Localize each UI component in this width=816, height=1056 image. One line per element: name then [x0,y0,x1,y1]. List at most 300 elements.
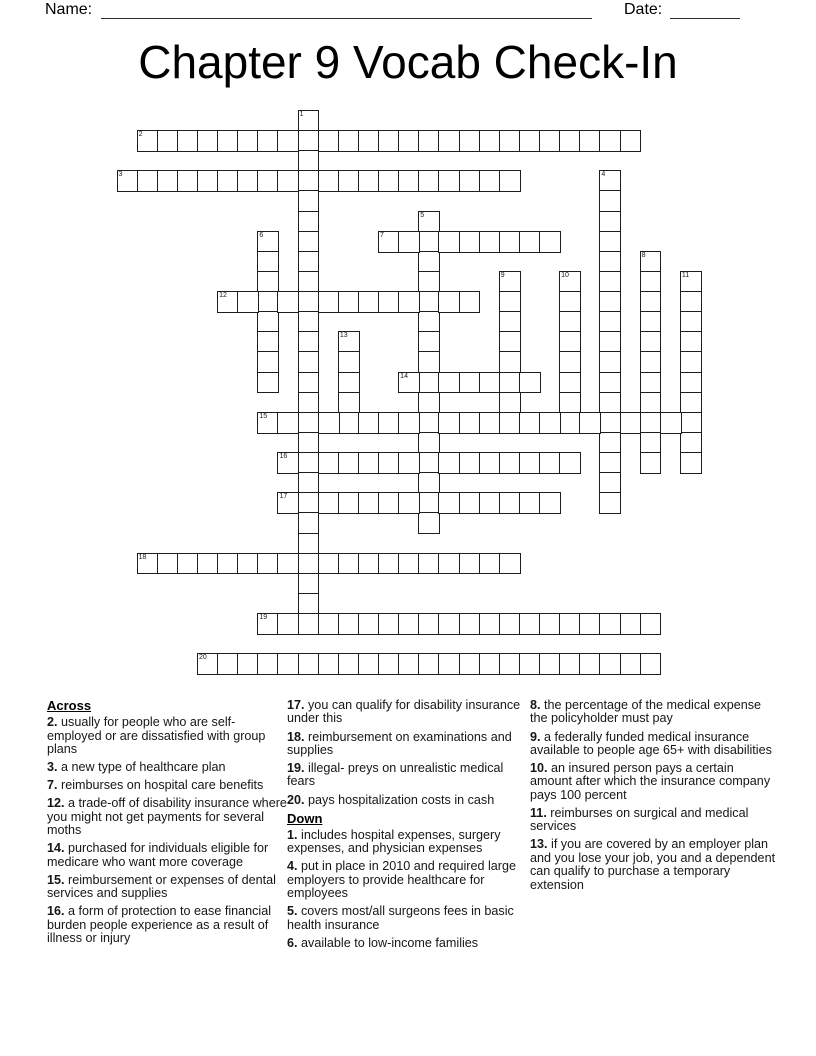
grid-cell[interactable] [479,412,501,434]
grid-cell[interactable] [680,331,702,353]
grid-cell[interactable] [479,231,501,253]
grid-cell[interactable] [499,291,521,313]
grid-cell[interactable] [418,392,440,414]
grid-cell[interactable] [599,653,621,675]
grid-cell[interactable] [599,190,621,212]
grid-cell[interactable] [197,653,219,675]
grid-cell[interactable] [539,492,561,514]
clue-item: 6. available to low-income families [287,935,479,950]
clue-number: 8. [530,698,541,712]
grid-cell[interactable] [579,130,601,152]
grid-cell[interactable] [358,653,380,675]
grid-cell[interactable] [277,170,299,192]
grid-cell[interactable] [519,452,541,474]
grid-cell[interactable] [680,432,702,454]
grid-cell[interactable] [398,372,420,394]
grid-cell[interactable] [559,271,581,293]
grid-cell[interactable] [418,653,440,675]
grid-cell[interactable] [197,170,219,192]
grid-cell[interactable] [358,613,380,635]
grid-cell[interactable] [519,613,541,635]
grid-cell[interactable] [539,452,561,474]
grid-cell[interactable] [539,613,561,635]
grid-cell[interactable] [398,553,420,575]
grid-cell[interactable] [438,653,460,675]
grid-cell[interactable] [499,653,521,675]
grid-cell[interactable] [499,170,521,192]
grid-cell[interactable] [499,311,521,333]
grid-cell[interactable] [680,372,702,394]
clue-item: 19. illegal- preys on unrealistic medical fears [287,761,504,789]
grid-cell[interactable] [197,553,219,575]
grid-cell[interactable] [298,331,320,353]
clue-item: 1. includes hospital expenses, surgery expenses, and physician expenses [287,827,501,856]
grid-cell[interactable] [257,372,279,394]
grid-cell[interactable] [479,613,501,635]
grid-cell[interactable] [257,130,279,152]
grid-cell[interactable] [418,351,440,373]
grid-cell[interactable] [398,653,420,675]
clue-item: 13. if you are covered by an employer plan and you lose your job, you and a dependent can qualify to purchase a temporary extension [530,837,776,892]
grid-cell[interactable] [479,130,501,152]
grid-cell[interactable] [318,291,340,313]
grid-cell[interactable] [479,492,501,514]
grid-cell[interactable] [277,412,299,434]
grid-cell[interactable] [298,613,320,635]
grid-cell[interactable] [640,432,662,454]
grid-cell[interactable] [378,130,400,152]
grid-cell[interactable] [438,492,460,514]
grid-cell[interactable] [398,231,420,253]
grid-cell[interactable] [298,653,320,675]
grid-cell[interactable] [298,110,320,132]
grid-cell[interactable] [559,452,581,474]
cell-number: 18 [138,553,147,561]
grid-cell[interactable] [438,170,460,192]
grid-cell[interactable] [358,412,380,434]
grid-cell[interactable] [559,351,581,373]
grid-cell[interactable] [338,553,360,575]
clue-number: 13. [530,837,548,852]
grid-cell[interactable] [298,573,320,595]
clue-item: 2. usually for people who are self-employed or are dissatisfied with group plans [47,715,266,756]
grid-cell[interactable] [599,251,621,273]
grid-cell[interactable] [479,452,501,474]
grid-cell[interactable] [559,311,581,333]
grid-cell[interactable] [599,130,621,152]
grid-cell[interactable] [418,311,440,333]
cell-number: 15 [259,412,268,420]
grid-cell[interactable] [559,412,581,434]
cell-number: 5 [420,211,425,219]
grid-cell[interactable] [599,311,621,333]
grid-cell[interactable] [438,130,460,152]
grid-cell[interactable] [438,372,460,394]
grid-cell[interactable] [640,452,662,474]
grid-cell[interactable] [519,231,541,253]
grid-cell[interactable] [277,553,299,575]
grid-cell[interactable] [459,170,481,192]
grid-cell[interactable] [298,311,320,333]
cell-number: 14 [400,372,408,380]
grid-cell[interactable] [599,392,621,414]
grid-cell[interactable] [640,311,662,333]
grid-cell[interactable] [318,412,340,434]
grid-cell[interactable] [459,553,481,575]
grid-cell[interactable] [257,231,279,253]
grid-cell[interactable] [157,170,179,192]
grid-cell[interactable] [418,231,440,253]
grid-cell[interactable] [217,170,239,192]
grid-cell[interactable] [338,331,360,353]
grid-cell[interactable] [499,372,521,394]
grid-cell[interactable] [459,372,481,394]
grid-cell[interactable] [640,251,662,273]
grid-cell[interactable] [519,130,541,152]
grid-cell[interactable] [418,211,440,233]
grid-cell[interactable] [217,291,239,313]
grid-cell[interactable] [418,372,440,394]
grid-cell[interactable] [640,613,662,635]
clue-number: 7. [47,778,58,793]
grid-cell[interactable] [438,291,460,313]
grid-cell[interactable] [378,613,400,635]
grid-cell[interactable] [338,351,360,373]
grid-cell[interactable] [499,492,521,514]
grid-cell[interactable] [257,170,279,192]
grid-cell[interactable] [438,553,460,575]
grid-cell[interactable] [640,331,662,353]
grid-cell[interactable] [418,412,440,434]
grid-cell[interactable] [479,170,501,192]
grid-cell[interactable] [680,452,702,474]
grid-cell[interactable] [559,653,581,675]
grid-cell[interactable] [418,271,440,293]
grid-cell[interactable] [499,231,521,253]
grid-cell[interactable] [599,271,621,293]
grid-cell[interactable] [579,653,601,675]
grid-cell[interactable] [599,231,621,253]
grid-cell[interactable] [418,170,440,192]
grid-cell[interactable] [338,170,360,192]
grid-cell[interactable] [519,653,541,675]
grid-cell[interactable] [378,412,400,434]
grid-cell[interactable] [338,291,360,313]
clue-item: 18. reimbursement on examinations and supplies [287,729,512,757]
cell-number: 12 [219,292,227,300]
grid-cell[interactable] [499,130,521,152]
grid-cell[interactable] [418,432,440,454]
grid-cell[interactable] [418,452,440,474]
name-label: Name: [45,1,93,18]
grid-cell[interactable] [298,512,320,534]
grid-cell[interactable] [438,452,460,474]
grid-cell[interactable] [579,412,601,434]
grid-cell[interactable] [318,452,340,474]
grid-cell[interactable] [378,170,400,192]
grid-cell[interactable] [318,553,340,575]
grid-cell[interactable] [358,170,380,192]
grid-cell[interactable] [338,452,360,474]
clue-item: 15. reimbursement or expenses of dental services and supplies [47,872,276,900]
grid-cell[interactable] [338,130,360,152]
grid-cell[interactable] [298,351,320,373]
grid-cell[interactable] [640,271,662,293]
grid-cell[interactable] [117,170,139,192]
grid-cell[interactable] [519,412,541,434]
grid-cell[interactable] [137,130,159,152]
grid-cell[interactable] [539,653,561,675]
grid-cell[interactable] [640,653,662,675]
page-title: Chapter 9 Vocab Check-In [138,36,678,88]
clue-number: 11. [530,805,547,820]
grid-cell[interactable] [599,432,621,454]
clue-item: 11. reimburses on surgical and medical services [530,805,749,834]
grid-cell[interactable] [398,170,420,192]
grid-cell[interactable] [559,613,581,635]
grid-cell[interactable] [257,553,279,575]
grid-cell[interactable] [438,231,460,253]
grid-cell[interactable] [640,291,662,313]
grid-cell[interactable] [640,351,662,373]
grid-cell[interactable] [680,291,702,313]
grid-cell[interactable] [620,653,642,675]
grid-cell[interactable] [438,613,460,635]
grid-cell[interactable] [418,492,440,514]
grid-cell[interactable] [620,412,642,434]
grid-cell[interactable] [338,412,360,434]
grid-cell[interactable] [277,613,299,635]
date-input-line[interactable] [670,2,740,19]
grid-cell[interactable] [137,170,159,192]
grid-cell[interactable] [459,613,481,635]
grid-cell[interactable] [277,291,299,313]
grid-cell[interactable] [680,392,702,414]
grid-cell[interactable] [217,130,239,152]
grid-cell[interactable] [479,553,501,575]
grid-cell[interactable] [620,130,642,152]
grid-cell[interactable] [640,392,662,414]
grid-cell[interactable] [398,492,420,514]
grid-cell[interactable] [620,613,642,635]
grid-cell[interactable] [378,291,400,313]
grid-cell[interactable] [358,130,380,152]
grid-cell[interactable] [237,553,259,575]
grid-cell[interactable] [459,231,481,253]
grid-cell[interactable] [298,472,320,494]
grid-cell[interactable] [559,372,581,394]
grid-cell[interactable] [479,653,501,675]
grid-cell[interactable] [499,553,521,575]
grid-cell[interactable] [298,130,320,152]
grid-cell[interactable] [237,653,259,675]
grid-cell[interactable] [298,190,320,212]
grid-cell[interactable] [338,372,360,394]
grid-cell[interactable] [418,553,440,575]
grid-cell[interactable] [519,492,541,514]
grid-cell[interactable] [599,412,621,434]
grid-cell[interactable] [257,412,279,434]
grid-cell[interactable] [257,271,279,293]
grid-cell[interactable] [338,392,360,414]
grid-cell[interactable] [499,412,521,434]
grid-cell[interactable] [680,351,702,373]
grid-cell[interactable] [660,412,682,434]
grid-cell[interactable] [318,492,340,514]
grid-cell[interactable] [559,291,581,313]
grid-cell[interactable] [418,291,440,313]
grid-cell[interactable] [257,291,279,313]
grid-cell[interactable] [237,170,259,192]
grid-cell[interactable] [680,412,702,434]
grid-cell[interactable] [559,331,581,353]
grid-cell[interactable] [459,130,481,152]
grid-cell[interactable] [378,231,400,253]
grid-cell[interactable] [599,170,621,192]
grid-cell[interactable] [499,351,521,373]
grid-cell[interactable] [459,452,481,474]
grid-cell[interactable] [599,472,621,494]
grid-cell[interactable] [157,130,179,152]
grid-cell[interactable] [197,130,219,152]
grid-cell[interactable] [257,351,279,373]
grid-cell[interactable] [217,553,239,575]
grid-cell[interactable] [237,291,259,313]
grid-cell[interactable] [599,211,621,233]
grid-cell[interactable] [398,613,420,635]
grid-cell[interactable] [438,412,460,434]
grid-cell[interactable] [298,412,320,434]
grid-cell[interactable] [418,130,440,152]
grid-cell[interactable] [298,593,320,615]
grid-cell[interactable] [318,613,340,635]
grid-cell[interactable] [338,653,360,675]
grid-cell[interactable] [599,331,621,353]
grid-cell[interactable] [479,372,501,394]
grid-cell[interactable] [459,412,481,434]
grid-cell[interactable] [338,613,360,635]
grid-cell[interactable] [398,291,420,313]
grid-cell[interactable] [237,130,259,152]
name-input-line[interactable] [101,2,592,19]
grid-cell[interactable] [599,351,621,373]
grid-cell[interactable] [680,311,702,333]
grid-cell[interactable] [499,613,521,635]
grid-cell[interactable] [137,553,159,575]
grid-cell[interactable] [298,150,320,172]
clue-column [47,699,287,950]
grid-cell[interactable] [539,130,561,152]
grid-cell[interactable] [298,211,320,233]
grid-cell[interactable] [640,372,662,394]
grid-cell[interactable] [418,251,440,273]
grid-cell[interactable] [358,452,380,474]
grid-cell[interactable] [459,653,481,675]
grid-cell[interactable] [298,170,320,192]
grid-cell[interactable] [298,432,320,454]
grid-cell[interactable] [257,653,279,675]
grid-cell[interactable] [177,170,199,192]
grid-cell[interactable] [277,492,299,514]
grid-cell[interactable] [358,553,380,575]
grid-cell[interactable] [298,251,320,273]
clue-item: 5. covers most/all surgeons fees in basic health insurance [287,904,514,932]
grid-cell[interactable] [579,613,601,635]
grid-cell[interactable] [298,271,320,293]
grid-cell[interactable] [499,271,521,293]
grid-cell[interactable] [378,553,400,575]
grid-cell[interactable] [599,452,621,474]
grid-cell[interactable] [519,372,541,394]
grid-cell[interactable] [559,392,581,414]
clue-number: 5. [287,904,298,919]
grid-cell[interactable] [640,412,662,434]
grid-cell[interactable] [318,170,340,192]
grid-cell[interactable] [257,331,279,353]
grid-cell[interactable] [298,291,320,313]
grid-cell[interactable] [599,291,621,313]
grid-cell[interactable] [277,130,299,152]
grid-cell[interactable] [157,553,179,575]
grid-cell[interactable] [298,553,320,575]
clue-item: 3. a new type of healthcare plan [47,760,226,774]
grid-cell[interactable] [177,130,199,152]
grid-cell[interactable] [398,130,420,152]
grid-cell[interactable] [257,311,279,333]
grid-cell[interactable] [499,392,521,414]
grid-cell[interactable] [298,533,320,555]
grid-cell[interactable] [499,331,521,353]
grid-cell[interactable] [599,492,621,514]
grid-cell[interactable] [459,492,481,514]
grid-cell[interactable] [459,291,481,313]
grid-cell[interactable] [257,251,279,273]
grid-cell[interactable] [418,613,440,635]
grid-cell[interactable] [318,653,340,675]
grid-cell[interactable] [177,553,199,575]
grid-cell[interactable] [358,291,380,313]
grid-cell[interactable] [378,452,400,474]
grid-cell[interactable] [418,331,440,353]
grid-cell[interactable] [298,392,320,414]
grid-cell[interactable] [277,452,299,474]
grid-cell[interactable] [499,452,521,474]
grid-cell[interactable] [298,492,320,514]
grid-cell[interactable] [539,231,561,253]
grid-cell[interactable] [378,492,400,514]
grid-cell[interactable] [217,653,239,675]
grid-cell[interactable] [559,130,581,152]
grid-cell[interactable] [318,130,340,152]
grid-cell[interactable] [398,452,420,474]
grid-cell[interactable] [599,372,621,394]
grid-cell[interactable] [298,372,320,394]
grid-cell[interactable] [418,512,440,534]
grid-cell[interactable] [599,613,621,635]
grid-cell[interactable] [680,271,702,293]
clue-item: 16. a form of protection to ease financial burden people experience as a result of illness or injury [47,904,272,945]
grid-cell[interactable] [418,472,440,494]
grid-cell[interactable] [277,653,299,675]
grid-cell[interactable] [298,452,320,474]
grid-cell[interactable] [539,412,561,434]
grid-cell[interactable] [358,492,380,514]
grid-cell[interactable] [257,613,279,635]
grid-cell[interactable] [338,492,360,514]
grid-cell[interactable] [298,231,320,253]
grid-cell[interactable] [398,412,420,434]
grid-cell[interactable] [378,653,400,675]
